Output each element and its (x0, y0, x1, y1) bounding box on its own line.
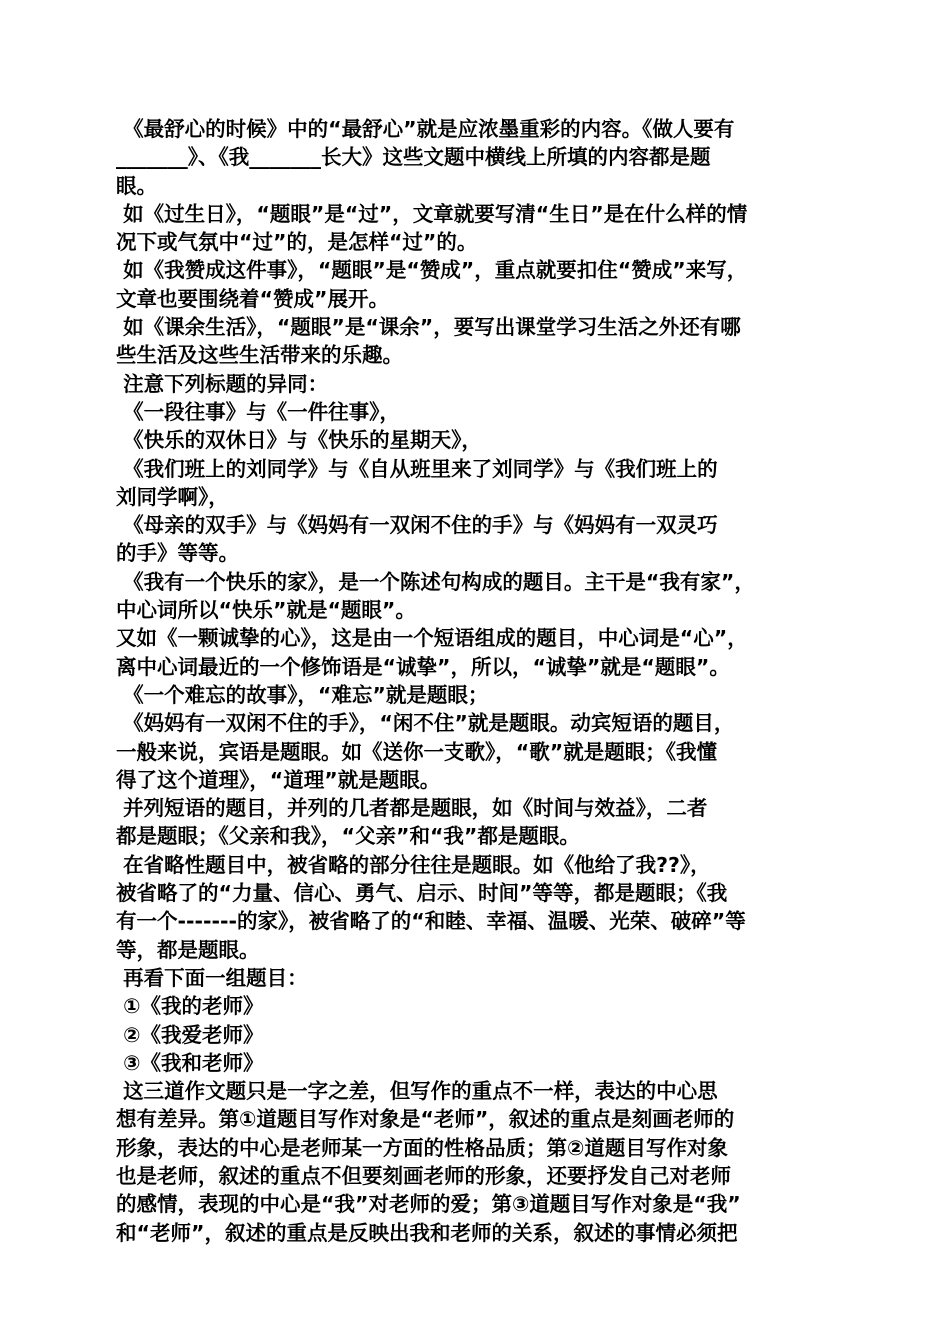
text-line: 《一段往事》与《一件往事》， (116, 399, 400, 424)
text-line: 也是老师，叙述的重点不但要刻画老师的形象，还要抒发自己对老师 (116, 1163, 731, 1188)
text-line: 的手》等等。 (116, 541, 239, 566)
text-line: 《快乐的双休日》与《快乐的星期天》， (116, 428, 482, 453)
text-line: 都是题眼；《父亲和我》，“父亲”和“我”都是题眼。 (116, 824, 580, 849)
text-line: _______》、《我_______长大》这些文题中横线上所填的内容都是题 (116, 145, 711, 170)
text-line: 和“老师”，叙述的重点是反映出我和老师的关系，叙述的事情必须把 (116, 1220, 738, 1245)
text-line: 有一个-------的家》，被省略了的“和睦、幸福、温暖、光荣、破碎”等 (116, 909, 746, 934)
text-line: ③《我和老师》 (116, 1050, 264, 1075)
text-line: 《母亲的双手》与《妈妈有一双闲不住的手》与《妈妈有一双灵巧 (116, 513, 718, 538)
text-line: 些生活及这些生活带来的乐趣。 (116, 343, 403, 368)
text-line: 等，都是题眼。 (116, 937, 260, 962)
text-line: 中心词所以“快乐”就是“题眼”。 (116, 598, 416, 623)
text-line: 想有差异。第①道题目写作对象是“老师”，叙述的重点是刻画老师的 (116, 1107, 735, 1132)
text-line: 如《过生日》，“题眼”是“过”，文章就要写清“生日”是在什么样的情 (116, 201, 748, 226)
text-line: 又如《一颗诚挚的心》，这是由一个短语组成的题目，中心词是“心”， (116, 626, 748, 651)
document-body (116, 115, 841, 1247)
text-line: 刘同学啊》， (116, 484, 229, 509)
text-line: 离中心词最近的一个修饰语是“诚挚”，所以，“诚挚”就是“题眼”。 (116, 654, 730, 679)
text-line: 《妈妈有一双闲不住的手》，“闲不住”就是题眼。动宾短语的题目， (116, 711, 735, 736)
text-line: 文章也要围绕着“赞成”展开。 (116, 286, 389, 311)
text-line: 况下或气氛中“过”的，是怎样“过”的。 (116, 230, 478, 255)
text-line: 形象，表达的中心是老师某一方面的性格品质；第②道题目写作对象 (116, 1135, 728, 1160)
text-line: 在省略性题目中，被省略的部分往往是题眼。如《他给了我??》， (116, 852, 711, 877)
text-line: 《最舒心的时候》中的“最舒心”就是应浓墨重彩的内容。《做人要有 (116, 117, 735, 141)
text-line: 得了这个道理》，“道理”就是题眼。 (116, 767, 441, 792)
text-line: 眼。 (116, 173, 157, 198)
text-line: 《我有一个快乐的家》，是一个陈述句构成的题目。主干是“我有家”， (116, 569, 755, 594)
text-line: 一般来说，宾语是题眼。如《送你一支歌》，“歌”就是题眼；《我懂 (116, 739, 717, 764)
text-line: 再看下面一组题目： (116, 965, 308, 990)
text-line: 如《课余生活》，“题眼”是“课余”，要写出课堂学习生活之外还有哪 (116, 315, 741, 340)
text-line: 的感情，表现的中心是“我”对老师的爱；第③道题目写作对象是“我” (116, 1192, 741, 1217)
text-line: 并列短语的题目，并列的几者都是题眼，如《时间与效益》，二者 (116, 796, 708, 821)
text-line: 《我们班上的刘同学》与《自从班里来了刘同学》与《我们班上的 (116, 456, 718, 481)
text-line: 注意下列标题的异同： (116, 371, 329, 396)
text-line: ①《我的老师》 (116, 994, 264, 1019)
text-line: 《一个难忘的故事》，“难忘”就是题眼； (116, 682, 489, 707)
text-line: 被省略了的“力量、信心、勇气、启示、时间”等等，都是题眼；《我 (116, 881, 728, 906)
text-line: 这三道作文题只是一字之差，但写作的重点不一样，表达的中心思 (116, 1079, 718, 1104)
text-line: ②《我爱老师》 (116, 1022, 264, 1047)
text-line: 如《我赞成这件事》，“题眼”是“赞成”，重点就要扣住“赞成”来写， (116, 258, 748, 283)
